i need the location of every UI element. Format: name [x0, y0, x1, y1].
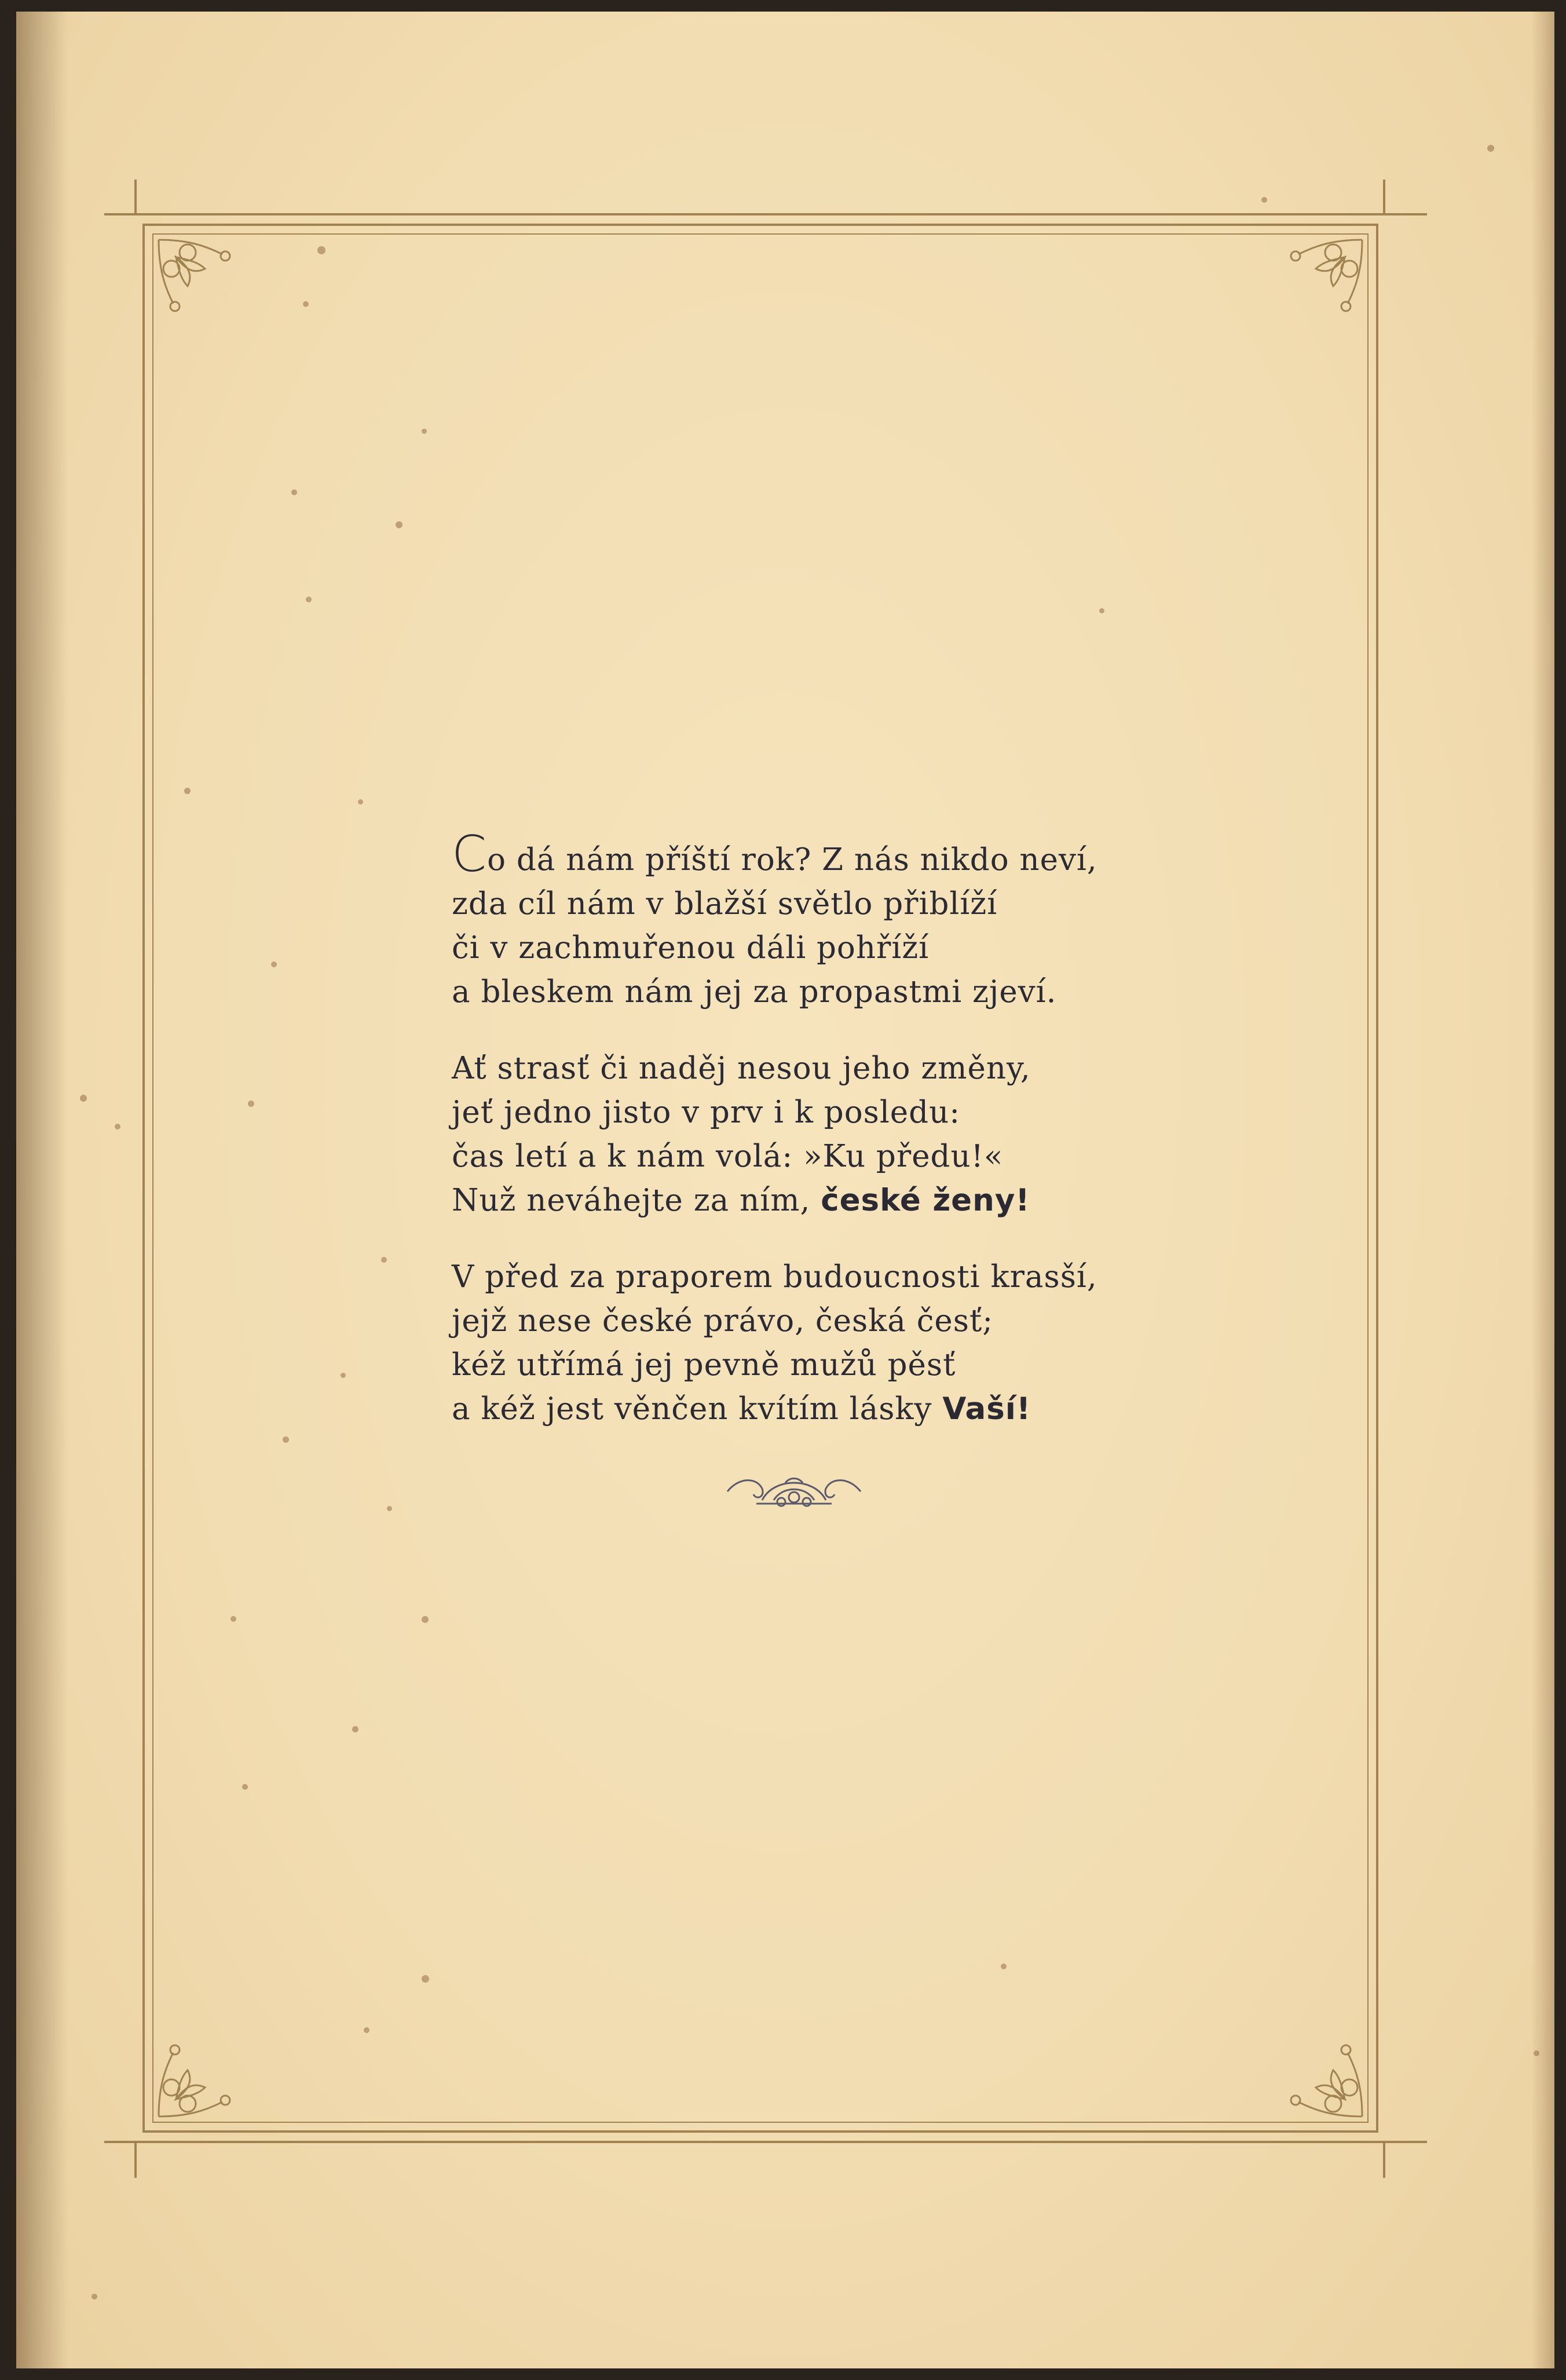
- paper-speck: [317, 246, 325, 254]
- paper-speck: [364, 2027, 369, 2033]
- paper-speck: [283, 1436, 289, 1443]
- fleuron-icon: [722, 1465, 866, 1518]
- poem-line: či v zachmuřenou dáli pohříží: [452, 930, 930, 966]
- stanza-2: [452, 1047, 1147, 1223]
- paper-speck: [1261, 197, 1267, 203]
- paper-speck: [1001, 1964, 1007, 1969]
- emphasis-text: Vaší!: [942, 1391, 1031, 1427]
- paper-speck: [387, 1506, 392, 1511]
- paper-speck: [396, 521, 403, 528]
- poem-line-text: Nuž neváhejte za ním,: [452, 1183, 811, 1218]
- poem-line: Ať strasť či naděj nesou jeho změny,: [452, 1051, 1031, 1086]
- poem-line: V před za praporem budoucnosti krasší,: [452, 1259, 1097, 1295]
- paper-speck: [306, 597, 312, 602]
- corner-scroll-icon: [153, 2035, 240, 2122]
- paper-speck: [271, 961, 277, 967]
- paper-speck: [422, 429, 427, 434]
- paper-speck: [303, 301, 309, 307]
- corner-scroll-icon: [153, 234, 240, 321]
- corner-scroll-icon: [1281, 2035, 1368, 2122]
- paper-speck: [422, 1975, 429, 1983]
- poem-line-text: a kéž jest věnčen kvítím lásky: [452, 1391, 932, 1427]
- paper-speck: [80, 1095, 87, 1102]
- book-page: [16, 12, 1554, 2368]
- paper-speck: [422, 1616, 429, 1623]
- poem: [452, 825, 1147, 1464]
- poem-line: jeť jedno jisto v prv i k posledu:: [452, 1095, 961, 1130]
- emphasis-text: české ženy!: [821, 1183, 1030, 1218]
- paper-speck: [1487, 145, 1494, 152]
- poem-line: kéž utřímá jej pevně mužů pěsť: [452, 1347, 956, 1383]
- paper-speck: [381, 1257, 387, 1263]
- poem-line: jejž nese české právo, česká česť;: [452, 1303, 994, 1339]
- paper-speck: [230, 1616, 236, 1622]
- paper-speck: [358, 799, 363, 805]
- poem-line: a bleskem nám jej za propastmi zjeví.: [452, 974, 1057, 1010]
- poem-line: zda cíl nám v blažší světlo přiblíží: [452, 886, 998, 922]
- paper-speck: [92, 2294, 97, 2299]
- paper-speck: [242, 1784, 248, 1790]
- poem-line: [452, 1387, 1147, 1431]
- paper-speck: [352, 1726, 358, 1732]
- stanza-1: [452, 825, 1147, 1014]
- poem-line: [452, 1179, 1147, 1223]
- paper-speck: [291, 489, 297, 495]
- paper-speck: [248, 1101, 254, 1107]
- paper-speck: [1534, 2050, 1539, 2056]
- poem-line-text: o dá nám příští rok? Z nás nikdo neví,: [487, 842, 1097, 878]
- paper-speck: [184, 788, 191, 794]
- stanza-3: [452, 1255, 1147, 1431]
- poem-line: [452, 825, 1147, 883]
- corner-scroll-icon: [1281, 234, 1368, 321]
- paper-speck: [341, 1373, 346, 1378]
- paper-speck: [115, 1124, 120, 1129]
- drop-cap: C: [452, 825, 488, 883]
- paper-speck: [1099, 608, 1104, 613]
- poem-line: čas letí a k nám volá: »Ku předu!«: [452, 1139, 1004, 1174]
